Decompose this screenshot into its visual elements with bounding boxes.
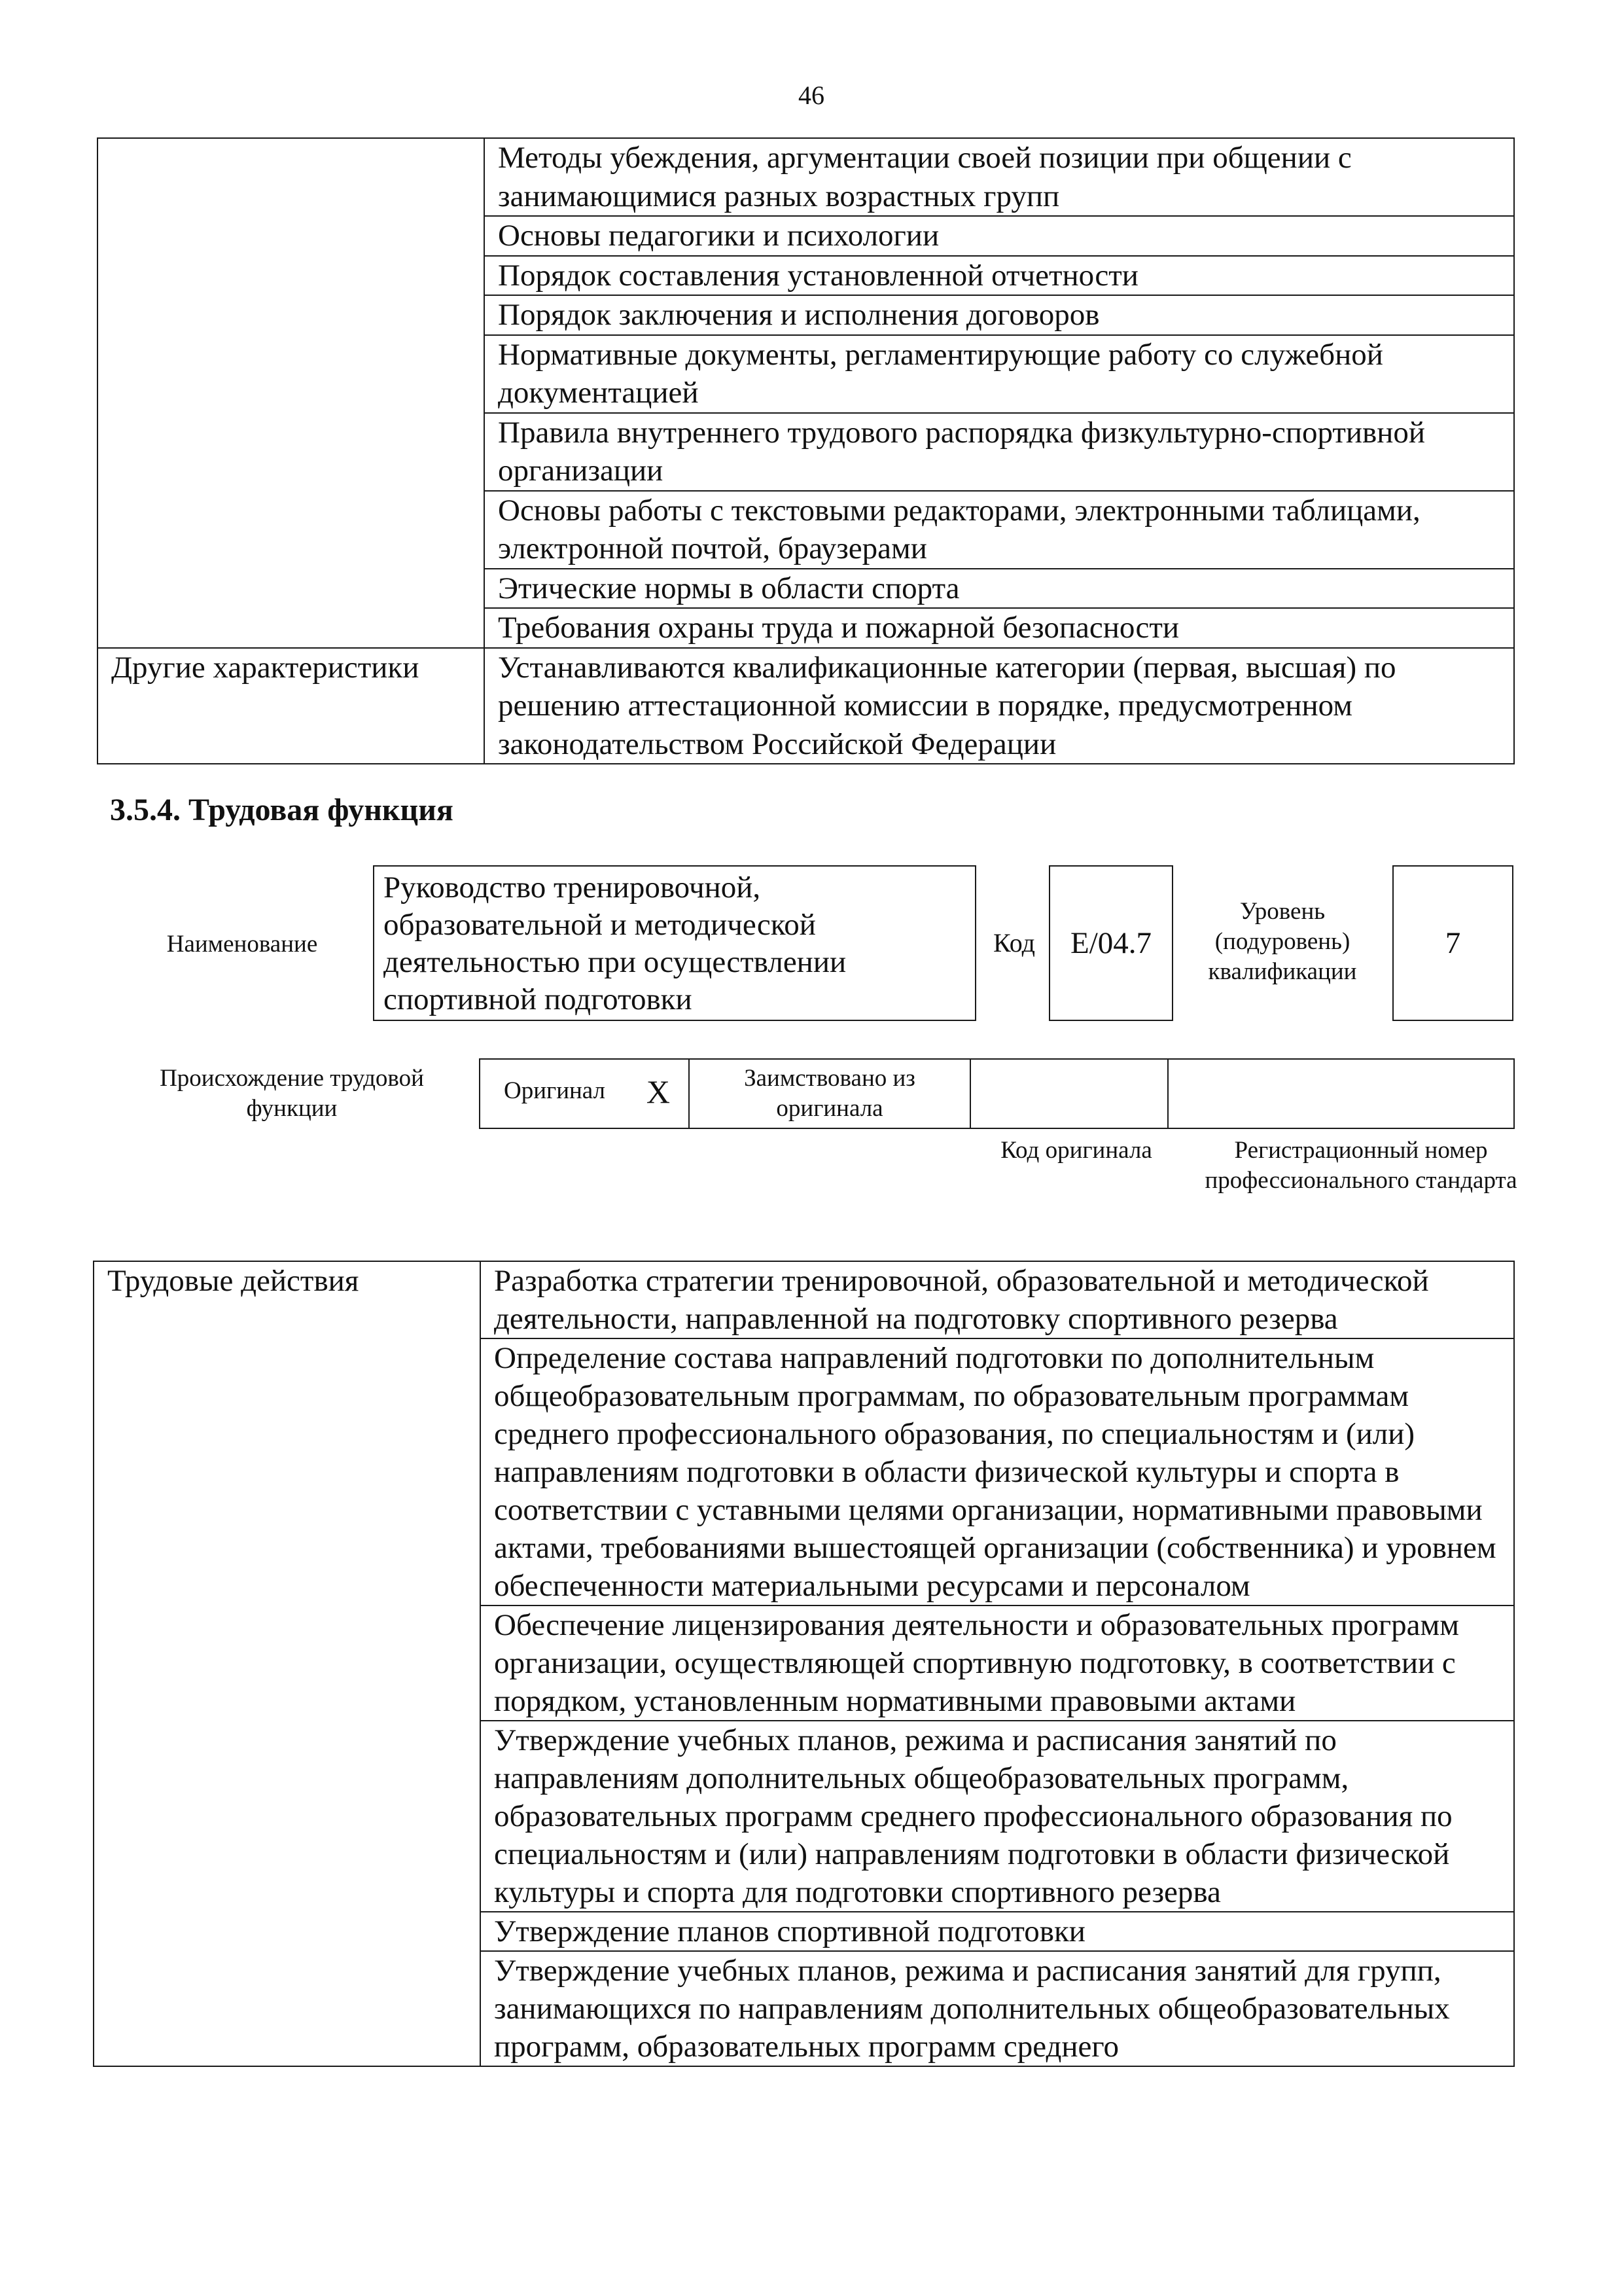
- knowledge-item: Требования охраны труда и пожарной безопасности: [484, 608, 1514, 648]
- labor-actions-label: Трудовые действия: [94, 1261, 480, 2066]
- knowledge-item: Порядок заключения и исполнения договоров: [484, 295, 1514, 335]
- labor-action-item: Утверждение планов спортивной подготовки: [480, 1912, 1514, 1951]
- level-value: 7: [1445, 926, 1461, 960]
- code-value: E/04.7: [1070, 926, 1152, 960]
- knowledge-item: Основы педагогики и психологии: [484, 216, 1514, 256]
- reg-number-caption: Регистрационный номер профессионального стандарта: [1205, 1137, 1517, 1194]
- knowledge-item: Методы убеждения, аргументации своей позиции при общении с занимающимися разных возрастных групп: [484, 138, 1514, 216]
- knowledge-item: Нормативные документы, регламентирующие работу со служебной документацией: [484, 335, 1514, 413]
- code-box: [1049, 865, 1173, 1021]
- page-number: 46: [798, 81, 824, 110]
- knowledge-label-cell: [97, 138, 484, 648]
- other-characteristics-label: Другие характеристики: [97, 648, 484, 764]
- section-heading: 3.5.4. Трудовая функция: [110, 793, 453, 827]
- knowledge-item: Этические нормы в области спорта: [484, 569, 1514, 609]
- origin-label: Происхождение трудовой функции: [160, 1065, 424, 1122]
- labor-action-item: Утверждение учебных планов, режима и расписания занятий по направлениям дополнительных общеобразовательных программ, образовательных программ среднего профессионального образования по специальностям и (или) направлениям подготовки в области физической культуры и спорта для подготовки спортивного резерва: [480, 1721, 1514, 1912]
- knowledge-item: Порядок составления установленной отчетности: [484, 256, 1514, 296]
- knowledge-item: Правила внутреннего трудового распорядка физкультурно-спортивной организации: [484, 413, 1514, 491]
- labor-action-item: Разработка стратегии тренировочной, образовательной и методической деятельности, направленной на подготовку спортивного резерва: [480, 1261, 1514, 1338]
- other-characteristics-value: Устанавливаются квалификационные категории (первая, высшая) по решению аттестационной комиссии в порядке, предусмотренном законодательством Российской Федерации: [484, 648, 1514, 764]
- labor-action-item: Обеспечение лицензирования деятельности и образовательных программ организации, осуществляющей спортивную подготовку, в соответствии с порядком, установленным нормативными правовыми актами: [480, 1605, 1514, 1721]
- code-original-caption: Код оригинала: [1000, 1137, 1152, 1164]
- origin-code-cell: [970, 1059, 1168, 1128]
- labor-action-item: Определение состава направлений подготовки по дополнительным общеобразовательным программам, по образовательным программам среднего профессионального образования, по специальностям и (или) направлениям подготовки в области физической культуры и спорта в соответствии с уставными целями организации, нормативными правовыми актами, требованиями вышестоящей организации (собственника) и уровнем обеспеченности материальными ресурсами и персоналом: [480, 1338, 1514, 1605]
- original-label: Оригинал: [504, 1077, 606, 1104]
- labor-action-item: Утверждение учебных планов, режима и расписания занятий для групп, занимающихся по направлениям дополнительных общеобразовательных программ, образовательных программ среднего: [480, 1951, 1514, 2066]
- function-name-box: [373, 865, 976, 1021]
- origin-table: [479, 1058, 1515, 1129]
- level-label: Уровень (подуровень) квалификации: [1208, 898, 1357, 985]
- function-name-value: Руководство тренировочной, образовательной и методической деятельностью при осуществлении спортивной подготовки: [383, 870, 847, 1016]
- labor-actions-table: [93, 1261, 1515, 2067]
- origin-original-cell: [480, 1059, 689, 1128]
- code-label: Код: [993, 928, 1035, 958]
- origin-borrowed-cell: [689, 1059, 970, 1128]
- knowledge-item: Основы работы с текстовыми редакторами, электронными таблицами, электронной почтой, браузерами: [484, 491, 1514, 569]
- original-mark: X: [646, 1073, 670, 1110]
- level-box: [1392, 865, 1513, 1021]
- borrowed-label: Заимствовано из оригинала: [744, 1065, 915, 1122]
- knowledge-table: [97, 137, 1515, 764]
- origin-reg-number-cell: [1168, 1059, 1514, 1128]
- name-label: Наименование: [166, 931, 318, 958]
